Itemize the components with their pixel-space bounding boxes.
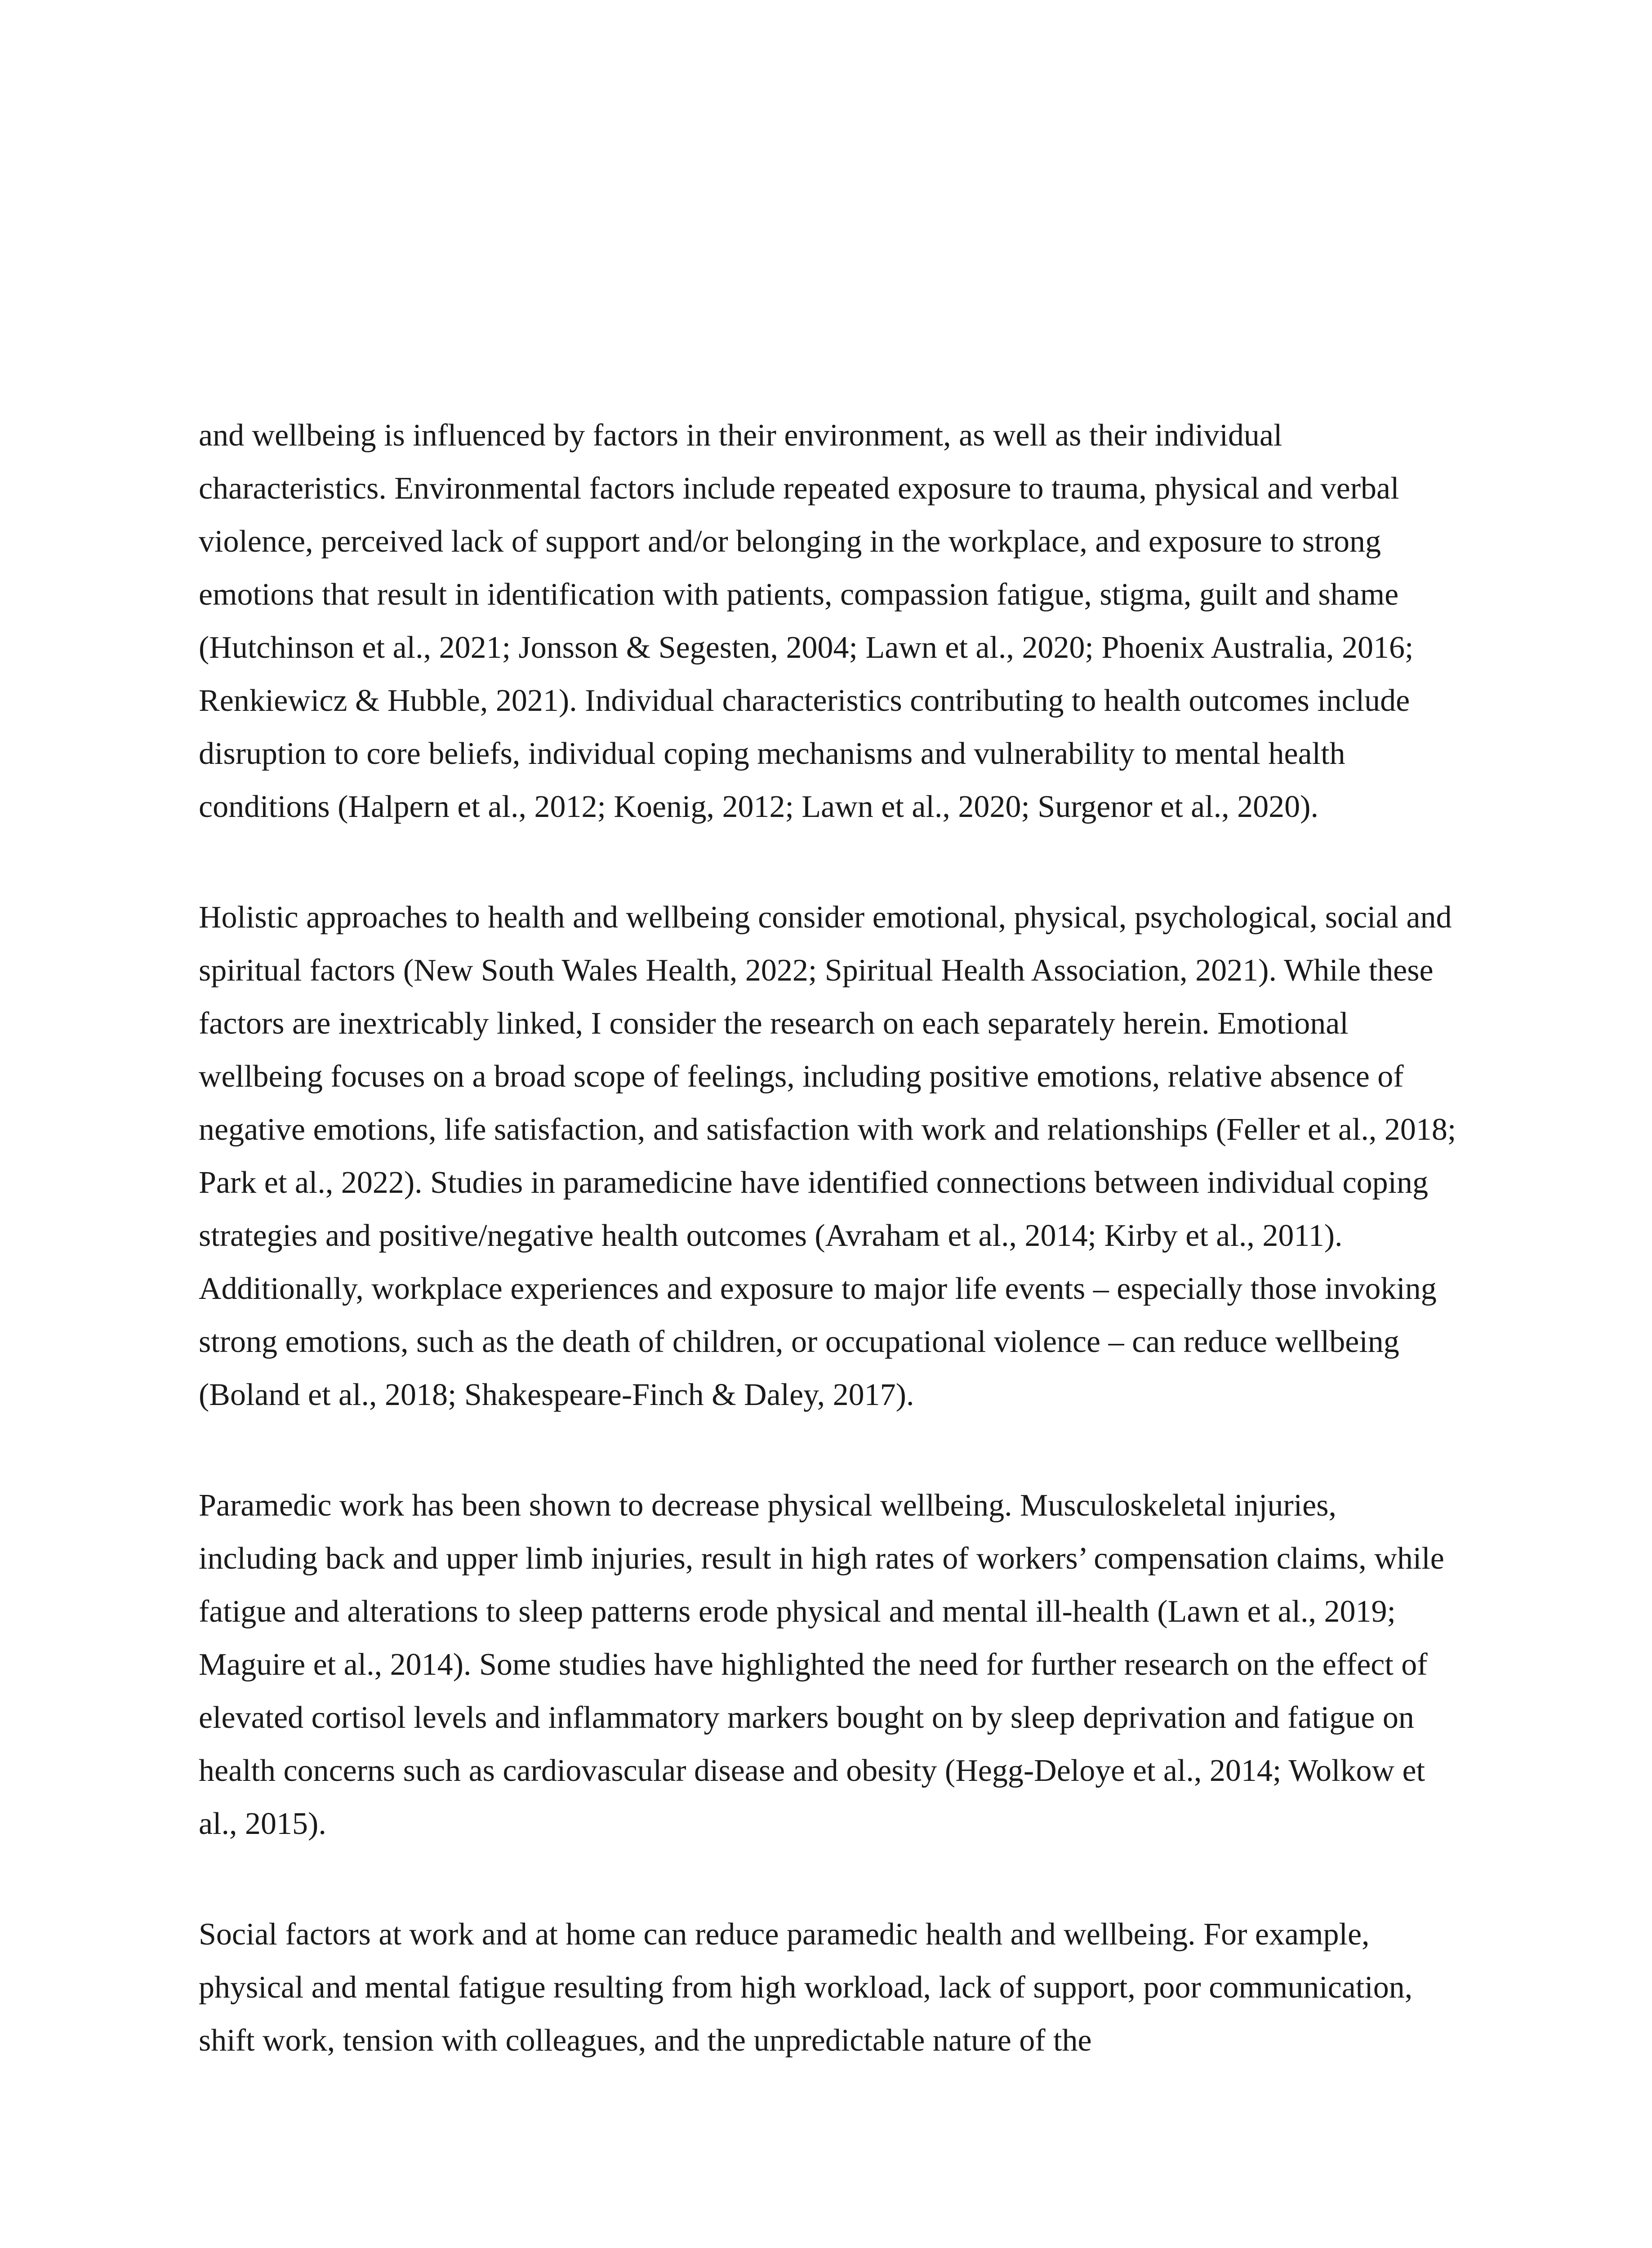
paragraph-1: and wellbeing is influenced by factors in their environment, as well as their individual characteristics. Environmental factors include repeated exposure to trauma, physical and verbal violence, perceived lack of support and/or belonging in the workplace, and exposure to strong emotions that result in identification with patients, compassion fatigue, stigma, guilt and shame (Hutchinson et al., 2021; Jonsson & Segesten, 2004; Lawn et al., 2020; Phoenix Australia, 2016; Renkiewicz & Hubble, 2021). Individual characteristics contributing to health outcomes include disruption to core beliefs, individual coping mechanisms and vulnerability to mental health conditions (Halpern et al., 2012; Koenig, 2012; Lawn et al., 2020; Surgenor et al., 2020). xyxy=(199,418,1414,824)
paragraph-2: Holistic approaches to health and wellbeing consider emotional, physical, psychological, social and spiritual factors (New South Wales Health, 2022; Spiritual Health Association, 2021). While these factors are inextricably linked, I consider the research on each separately herein. Emotional wellbeing focuses on a broad scope of feelings, including positive emotions, relative absence of negative emotions, life satisfaction, and satisfaction with work and relationships (Feller et al., 2018; Park et al., 2022). Studies in paramedicine have identified connections between individual coping strategies and positive/negative health outcomes (Avraham et al., 2014; Kirby et al., 2011). Additionally, workplace experiences and exposure to major life events – especially those invoking strong emotions, such as the death of children, or occupational violence – can reduce wellbeing (Boland et al., 2018; Shakespeare-Finch & Daley, 2017). xyxy=(199,900,1456,1412)
paragraph-3: Paramedic work has been shown to decrease physical wellbeing. Musculoskeletal injuries, including back and upper limb injuries, result in high rates of workers’ compensation claims, while fatigue and alterations to sleep patterns erode physical and mental ill-health (Lawn et al., 2019; Maguire et al., 2014). Some studies have highlighted the need for further research on the effect of elevated cortisol levels and inflammatory markers bought on by sleep deprivation and fatigue on health concerns such as cardiovascular disease and obesity (Hegg-Deloye et al., 2014; Wolkow et al., 2015). xyxy=(199,1488,1444,1841)
paragraph-4: Social factors at work and at home can reduce paramedic health and wellbeing. For example, physical and mental fatigue resulting from high workload, lack of support, poor communication, shift work, tension with colleagues, and the unpredictable nature of the xyxy=(199,1917,1413,2058)
body-text xyxy=(199,409,1457,2125)
